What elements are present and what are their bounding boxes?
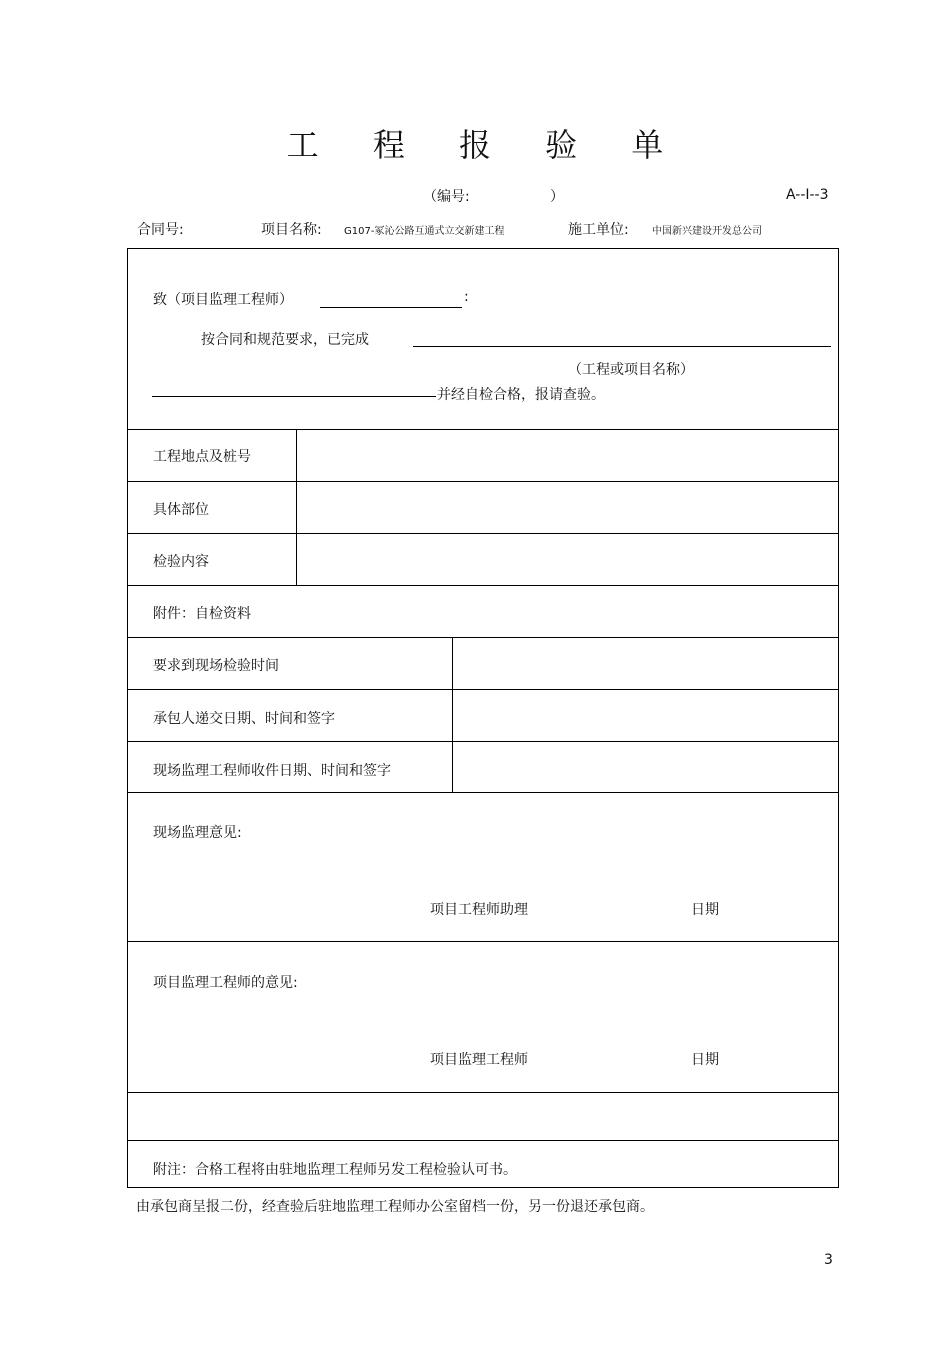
request-text: 并经自检合格，报请查验。 — [437, 387, 605, 403]
project-name-field-continued[interactable] — [152, 396, 436, 397]
part-field[interactable] — [297, 482, 840, 533]
attachment-label: 附件：自检资料 — [153, 606, 251, 622]
project-name: G107-冢沁公路互通式立交新建工程 — [344, 226, 505, 237]
engineer-name-field[interactable] — [320, 307, 462, 308]
receive-date-field[interactable] — [453, 742, 840, 792]
form-number: A--I--3 — [786, 187, 829, 203]
project-name-hint: （工程或项目名称） — [568, 362, 694, 378]
project-label: 项目名称: — [261, 222, 322, 238]
contractor-name: 中国新兴建设开发总公司 — [652, 226, 762, 237]
site-date-label: 日期 — [691, 902, 719, 918]
site-signer-label: 项目工程师助理 — [430, 902, 528, 918]
contract-label: 合同号: — [137, 222, 184, 238]
row-divider — [128, 1140, 838, 1141]
footer-text: 由承包商呈报二份，经查验后驻地监理工程师办公室留档一份，另一份退还承包商。 — [136, 1199, 654, 1215]
pm-opinion-label: 项目监理工程师的意见: — [153, 975, 298, 991]
location-field[interactable] — [297, 430, 840, 481]
submit-date-label: 承包人递交日期、时间和签字 — [153, 711, 335, 727]
addressee-label: 致（项目监理工程师） — [153, 292, 293, 308]
blank-row[interactable] — [128, 1093, 840, 1140]
submit-date-field[interactable] — [453, 690, 840, 741]
receive-date-label: 现场监理工程师收件日期、时间和签字 — [153, 763, 391, 779]
document-title: 工 程 报 验 单 — [286, 126, 686, 164]
code-label: （编号: — [423, 189, 470, 205]
content-field[interactable] — [297, 534, 840, 585]
project-name-field[interactable] — [413, 346, 831, 347]
inspect-time-label: 要求到现场检验时间 — [153, 658, 279, 674]
pm-date-label: 日期 — [691, 1052, 719, 1068]
inspection-form — [127, 248, 839, 1188]
code-close: ） — [550, 189, 564, 205]
content-label: 检验内容 — [153, 554, 209, 570]
note-text: 附注：合格工程将由驻地监理工程师另发工程检验认可书。 — [153, 1162, 517, 1178]
completion-text: 按合同和规范要求，已完成 — [201, 332, 369, 348]
addressee-colon: : — [464, 289, 469, 305]
location-label: 工程地点及桩号 — [153, 449, 251, 465]
pm-signer-label: 项目监理工程师 — [430, 1052, 528, 1068]
row-divider — [128, 941, 838, 942]
site-opinion-label: 现场监理意见: — [153, 825, 242, 841]
row-divider — [128, 585, 838, 586]
row-divider — [128, 792, 838, 793]
contractor-label: 施工单位: — [568, 222, 629, 238]
page-number: 3 — [824, 1252, 833, 1268]
inspect-time-field[interactable] — [453, 638, 840, 689]
part-label: 具体部位 — [153, 502, 209, 518]
